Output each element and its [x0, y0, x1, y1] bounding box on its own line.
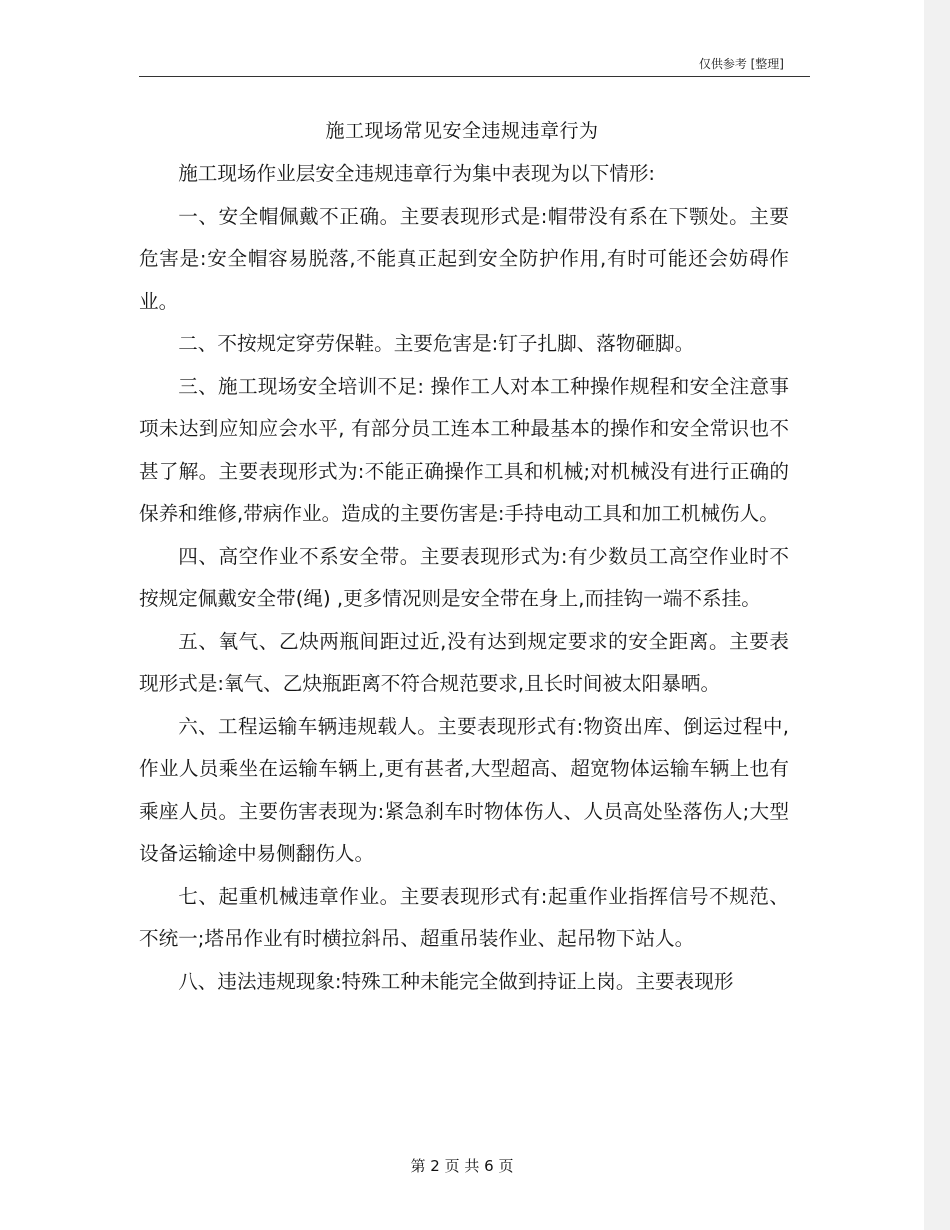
paragraph-6: 六、工程运输车辆违规载人。主要表现形式有:物资出库、倒运过程中,作业人员乘坐在运输车辆上,更有甚者,大型超高、超宽物体运输车辆上也有乘座人员。主要伤害表现为:紧急刹车时物体伤人、人员高处坠落伤人;大型设备运输途中易侧翻伤人。 [139, 714, 789, 865]
paragraph-2: 二、不按规定穿劳保鞋。主要危害是:钉子扎脚、落物砸脚。 [178, 332, 695, 355]
paragraph-intro: 施工现场作业层安全违规违章行为集中表现为以下情形: [178, 162, 656, 185]
paragraph-1: 一、安全帽佩戴不正确。主要表现形式是:帽带没有系在下颚处。主要危害是:安全帽容易脱落,不能真正起到安全防护作用,有时可能还会妨碍作业。 [139, 204, 789, 313]
header-rule [139, 76, 810, 77]
page-footer: 第 2 页 共 6 页 [410, 1157, 514, 1175]
paragraph-4: 四、高空作业不系安全带。主要表现形式为:有少数员工高空作业时不按规定佩戴安全带(绳) ,更多情况则是安全带在身上,而挂钩一端不系挂。 [139, 544, 789, 610]
paragraph-3: 三、施工现场安全培训不足: 操作工人对本工种操作规程和安全注意事项未达到应知应会水平, 有部分员工连本工种最基本的操作和安全常识也不甚了解。主要表现形式为:不能正确操作工具和机械;对机械没有进行正确的保养和维修,带病作业。造成的主要伤害是:手持电动工具和加工机械伤人。 [139, 374, 789, 525]
header-note: 仅供参考 [整理] [698, 57, 784, 71]
paragraph-8: 八、违法违规现象:特殊工种未能完全做到持证上岗。主要表现形 [178, 969, 734, 993]
document-body [139, 153, 789, 1003]
document-title: 施工现场常见安全违规违章行为 [325, 120, 599, 142]
paragraph-5: 五、氧气、乙炔两瓶间距过近,没有达到规定要求的安全距离。主要表现形式是:氧气、乙炔瓶距离不符合规范要求,且长时间被太阳暴晒。 [139, 629, 789, 695]
paragraph-7: 七、起重机械违章作业。主要表现形式有:起重作业指挥信号不规范、不统一;塔吊作业有时横拉斜吊、超重吊装作业、起吊物下站人。 [139, 884, 789, 950]
